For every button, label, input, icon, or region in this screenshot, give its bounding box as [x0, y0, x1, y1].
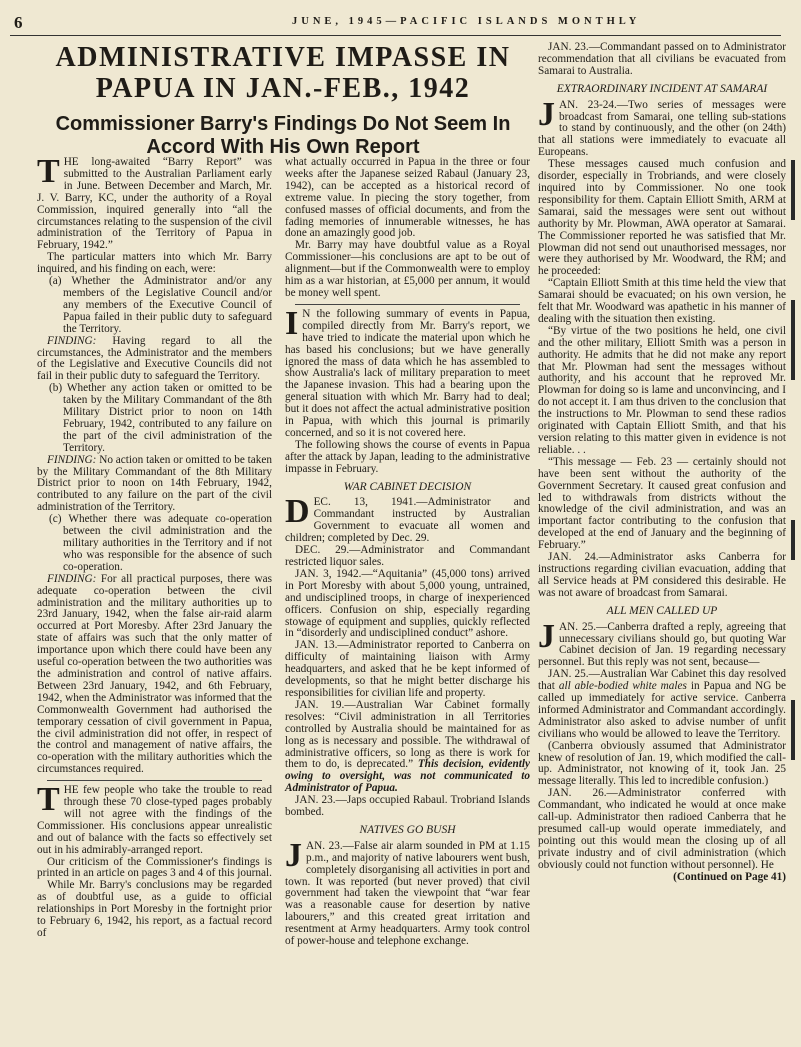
paragraph: JAN. 23-24.—Two series of messages were broadcast from Samarai, one telling sub-stations to stand by continuously, and the other (on 24th) that all stations were immediately to evacuate all Europeans. [538, 95, 786, 159]
margin-mark [791, 160, 795, 220]
paragraph: JAN. 23.—Commandant passed on to Administrator recommendation that all civilians be evacuated from Samarai to Australia. [538, 41, 786, 77]
paragraph: JAN. 3, 1942.—“Aquitania” (45,000 tons) arrived in Port Moresby with about 5,000 young, untrained, and undisciplined troops, in charge of inexperienced officers. Confusion on ship, especially regarding stowage of equipment and supplies, quickly reflected in “disorderly and undisciplined conduct” ashore. [285, 567, 530, 640]
finding-3: FINDING: For all practical purposes, there was adequate co-operation between the civil administration and the military authorities up to 23rd January, 1942, when the false air-raid alarm occurred at Port Moresby. After 23rd January the state of affairs was such that the only matter of importance upon which there could have been any useful co-operation between the two authorities was the administration and control of native affairs. Between 23rd January, 1942, and 6th February, 1942, when the Administrator was informed that the Commonwealth Government had authorised the temporary cessation of civil government in Papua, the civil administration did not offer, in respect of the control and management of native affairs, the co-operation with the military authorities which the circumstances required. [37, 572, 272, 776]
section-heading: NATIVES GO BUSH [359, 823, 456, 836]
divider [47, 780, 262, 781]
drop-cap: T [37, 781, 60, 819]
paragraph: (Canberra obviously assumed that Administrator knew of resolution of Jan. 19, which modified the call-up. Administrator, not knowing of it, took Jan. 25 message literally. This led to incredible confusion.) [538, 739, 786, 788]
paragraph: JAN. 26.—Administrator conferred with Commandant, who indicated he would at once make call-up. Administrator then radioed Canberra that he presumed call-up would operate immediately, and pointing out this would mean the closing up of all private industry and of civil administration (which obviously could not function without personnel). He [538, 787, 786, 871]
margin-mark [791, 700, 795, 760]
article-heading [38, 42, 528, 159]
paragraph: These messages caused much confusion and disorder, especially in Trobriands, and were closely inquired into by Commissioner. No one took responsibility for them. Captain Elliott Smith, ARM at Samarai, said the messages were sent out without authority by Mr. Plowman, AWA operator at Samarai. The Commissioner reported he was satisfied that Mr. Plowman did not send out unauthorised messages, nor were they authorised by Mr. Woodward, the RM; and he proceeded: [538, 158, 786, 278]
paragraph: Our criticism of the Commissioner's findings is printed in an article on pages 3 and 4 of this journal. [37, 855, 272, 880]
paragraph: DEC. 13, 1941.—Administrator and Commandant instructed by Australian Government to evacuate all women and children; completed by Dec. 29. [285, 493, 530, 545]
paragraph: I N the following summary of events in Papua, compiled directly from Mr. Barry's report, we have tried to indicate the material upon which he has based his conclusions; but we have generally ignored the mass of data which he has assembled to show Australia's lack of military preparation to meet the Japanese invasion. This had a bearing upon the general situation with which Mr. Barry had to deal; but it does not affect the actual administrative position in Papua, with which this journal is primarily concerned, and so it is not covered here. [285, 304, 530, 439]
drop-cap: T [37, 153, 60, 190]
drop-cap: J [538, 95, 555, 133]
column-2 [285, 157, 530, 948]
paragraph: what actually occurred in Papua in the three or four weeks after the Japanese seized Rabaul (January 23, 1942), can be accepted as a historical record of extreme value. In piecing the story together, from confused masses of official documents, and from the fading memories of innumerable witnesses, he has done an amazingly good job. [285, 156, 530, 240]
paragraph: The following shows the course of events in Papua after the attack by Japan, leading to the administrative impasse in February. [285, 438, 530, 475]
paragraph: “By virtue of the two positions he held, one civil and the other military, Elliott Smith was a person in authority. He admits that he did not make any report that Mr. Plowman had sent the messages without authority, and his account that he reproved Mr. Plowman for doing so is lame and unconvincing, and I do not accept it. I am thus driven to the conclusion that the instructions to Mr. Plowman to send these radios originated with Captain Elliott Smith, and that his version relating to this matter given in evidence is not reliable. . . [538, 324, 786, 456]
drop-cap: J [285, 836, 302, 874]
header-rule [10, 35, 781, 36]
drop-cap: J [538, 617, 555, 655]
paragraph: THE few people who take the trouble to read through these 70 close-typed pages probably will not agree with the findings of the Commissioner. His conclusions appear unrealistic and out of balance with the facts so effectively set out in his admirably-arranged report. [37, 781, 272, 856]
page-number: 6 [14, 13, 23, 32]
divider [295, 304, 520, 305]
paragraph: While Mr. Barry's conclusions may be regarded as of doubtful use, as a guide to official relationships in Port Moresby in the fortnight prior to February 6, 1942, his report, as a factual record of [37, 879, 272, 939]
margin-mark [791, 520, 795, 560]
paragraph: “Captain Elliott Smith at this time held the view that Samarai should be evacuated; on his own version, he felt that Mr. Woodward was apathetic in his manner of dealing with the situation then existing. [538, 277, 786, 325]
subheadline: Commissioner Barry's Findings Do Not Seem In Accord With His Own Report [55, 113, 511, 158]
section-heading: WAR CABINET DECISION [343, 480, 472, 493]
paragraph: Mr. Barry may have doubtful value as a Royal Commissioner—his conclusions are apt to be out of alignment—but if the Commonwealth were to employ him as a war historian, at £5,000 per annum, it would be money well spent. [285, 239, 530, 299]
paragraph: JAN. 23.—Japs occupied Rabaul. Trobriand Islands bombed. [285, 794, 530, 819]
headline: ADMINISTRATIVE IMPASSE IN PAPUA IN JAN.-FEB., 1942 [55, 42, 511, 104]
section-heading: ALL MEN CALLED UP [606, 604, 718, 617]
paragraph: THE long-awaited “Barry Report” was submitted to the Australian Parliament early in June. Between December and March, Mr. J. V. Barry, KC, under the authority of a Royal Commission, inquired generally into “all the circumstances relating to the suspension of the civil administration of the Territory of Papua in February, 1942.” [37, 153, 272, 252]
question-a: (a) Whether the Administrator and/or any members of the Legislative Council and/or any members of the Executive Council of Papua failed in their public duty to safeguard the Territory. [49, 275, 272, 335]
drop-cap: D [285, 493, 310, 531]
paragraph: JAN. 19.—Australian War Cabinet formally resolves: “Civil administration in all Territories controlled by Australia should be maintained for as long as is necessary and possible. The withdrawal of administrative officers, so long as there is work for them to do, is deprecated.” This decision, evidently owing to oversight, was not communicated to Administrator of Papua. [285, 698, 530, 795]
paragraph: JAN. 23.—False air alarm sounded in PM at 1.15 p.m., and majority of native labourers went bush, completely disorganising all activities in port and town. It was reported (but never proved) that civil government had taken the viewpoint that “war fear was a reasonable cause for desertion by native labourers,” and this created great irritation and resentment at Army headquarters. Army took control of power-house and telephone exchange. [285, 836, 530, 948]
paragraph: JAN. 25.—Canberra drafted a reply, agreeing that unnecessary civilians should go, but quoting War Cabinet decision of Jan. 19 regarding necessary personnel. But this reply was not sent, because— [538, 617, 786, 669]
question-c: (c) Whether there was adequate co-operation between the civil administration and the military authorities in the Territory and if not who was responsible for the absence of such co-operation. [49, 513, 272, 573]
column-3 [538, 42, 786, 884]
column-1 [37, 153, 272, 940]
running-header: JUNE, 1945—PACIFIC ISLANDS MONTHLY [292, 16, 641, 27]
paragraph: “This message — Feb. 23 — certainly should not have been sent without the authority of the Government Secretary. It caused great confusion and led to withdrawals from districts without the knowledge of the civil administration, and was an important factor contributing to the confusion that developed at the end of January and the beginning of February.” [538, 455, 786, 552]
section-heading: EXTRAORDINARY INCIDENT AT SAMARAI [556, 82, 768, 95]
paragraph: JAN. 13.—Administrator reported to Canberra on difficulty of maintaining liaison with Army headquarters, and asked that he be kept informed of developments, so that he might better discharge his responsibilities for civilian life and property. [285, 639, 530, 699]
margin-mark [791, 300, 795, 380]
drop-cap: I [285, 304, 299, 342]
finding-1: FINDING: Having regard to all the circumstances, the Administrator and the members of the Legislative and Executive Councils did not fail in their public duty to safeguard the Territory. [37, 334, 272, 383]
paragraph: The particular matters into which Mr. Barry inquired, and his finding on each, were: [37, 251, 272, 276]
paragraph: DEC. 29.—Administrator and Commandant restricted liquor sales. [285, 544, 530, 568]
finding-2: FINDING: No action taken or omitted to be taken by the Military Commandant of the 8th Military District prior to noon on 14th February, 1942, contributed to any failure on the part of the civil administration of the Territory. [37, 453, 272, 514]
continued-note: (Continued on Page 41) [673, 870, 786, 883]
paragraph: JAN. 25.—Australian War Cabinet this day resolved that all able-bodied white males in Papua and NG be called up immediately for active service. Canberra informed Administrator and Commandant accordingly. Administrator also asked to advise number of unfit civilians who would be allowed to leave the Territory. [538, 668, 787, 740]
paragraph: JAN. 24.—Administrator asks Canberra for instructions regarding civilian evacuation, adding that all Service heads at PM considered this desirable. He was not aware of broadcast from Samarai. [538, 551, 786, 599]
question-b: (b) Whether any action taken or omitted to be taken by the Military Commandant of the 8th Military District prior to noon on 14th February, 1942, contributed to any failure on the part of the civil administration of the Territory. [49, 382, 272, 454]
